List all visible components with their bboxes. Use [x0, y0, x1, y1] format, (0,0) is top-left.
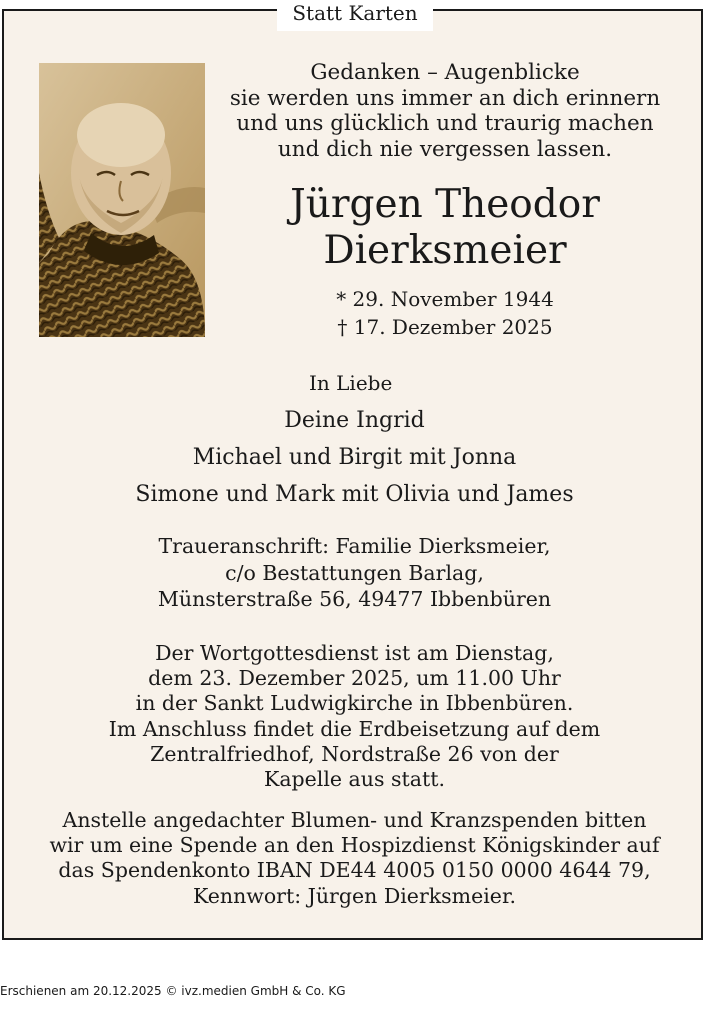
portrait-photo: [39, 63, 205, 337]
publication-footer: Erschienen am 20.12.2025 © ivz.medien GmbH & Co. KG: [0, 984, 346, 998]
service-line: Im Anschluss findet die Erdbeisetzung auf dem: [108, 716, 601, 741]
memorial-poem: [220, 60, 670, 162]
service-line: dem 23. Dezember 2025, um 11.00 Uhr: [148, 666, 561, 691]
life-dates: [220, 285, 670, 341]
deceased-name-line1: Jürgen Theodor: [290, 182, 600, 227]
mourner-line: Deine Ingrid: [284, 408, 425, 433]
mourner-line: Simone und Mark mit Olivia und James: [135, 482, 574, 507]
donation-line: Anstelle angedachter Blumen- und Kranzspenden bitten: [62, 808, 647, 832]
address-line: Traueranschrift: Familie Dierksmeier,: [158, 534, 551, 558]
address-line: c/o Bestattungen Barlag,: [225, 560, 484, 585]
service-line: Der Wortgottesdienst ist am Dienstag,: [155, 641, 554, 665]
donation-line: das Spendenkonto IBAN DE44 4005 0150 0000 4644 79,: [58, 858, 651, 883]
mourning-address: [0, 533, 709, 613]
mourners-label: In Liebe: [309, 371, 393, 395]
funeral-service-info: [0, 641, 709, 792]
mourners-list: [0, 402, 709, 513]
birth-date: * 29. November 1944: [336, 287, 554, 311]
poem-line: Gedanken – Augenblicke: [310, 60, 580, 85]
address-line: Münsterstraße 56, 49477 Ibbenbüren: [157, 587, 552, 611]
donation-request: [0, 808, 709, 909]
death-date: † 17. Dezember 2025: [337, 315, 553, 339]
service-line: Kapelle aus statt.: [264, 767, 445, 792]
donation-line: Kennwort: Jürgen Dierksmeier.: [192, 883, 517, 908]
deceased-name: [220, 182, 670, 274]
service-line: Zentralfriedhof, Nordstraße 26 von der: [150, 741, 559, 766]
deceased-name-line2: Dierksmeier: [323, 228, 567, 273]
donation-line: wir um eine Spende an den Hospizdienst Königskinder auf: [49, 833, 660, 858]
poem-line: und dich nie vergessen lassen.: [277, 136, 613, 162]
poem-line: sie werden uns immer an dich erinnern: [229, 85, 661, 111]
header-title: Statt Karten: [277, 0, 433, 31]
mourner-line: Michael und Birgit mit Jonna: [192, 445, 517, 470]
service-line: in der Sankt Ludwigkirche in Ibbenbüren.: [135, 691, 574, 716]
poem-line: und uns glücklich und traurig machen: [236, 111, 654, 136]
